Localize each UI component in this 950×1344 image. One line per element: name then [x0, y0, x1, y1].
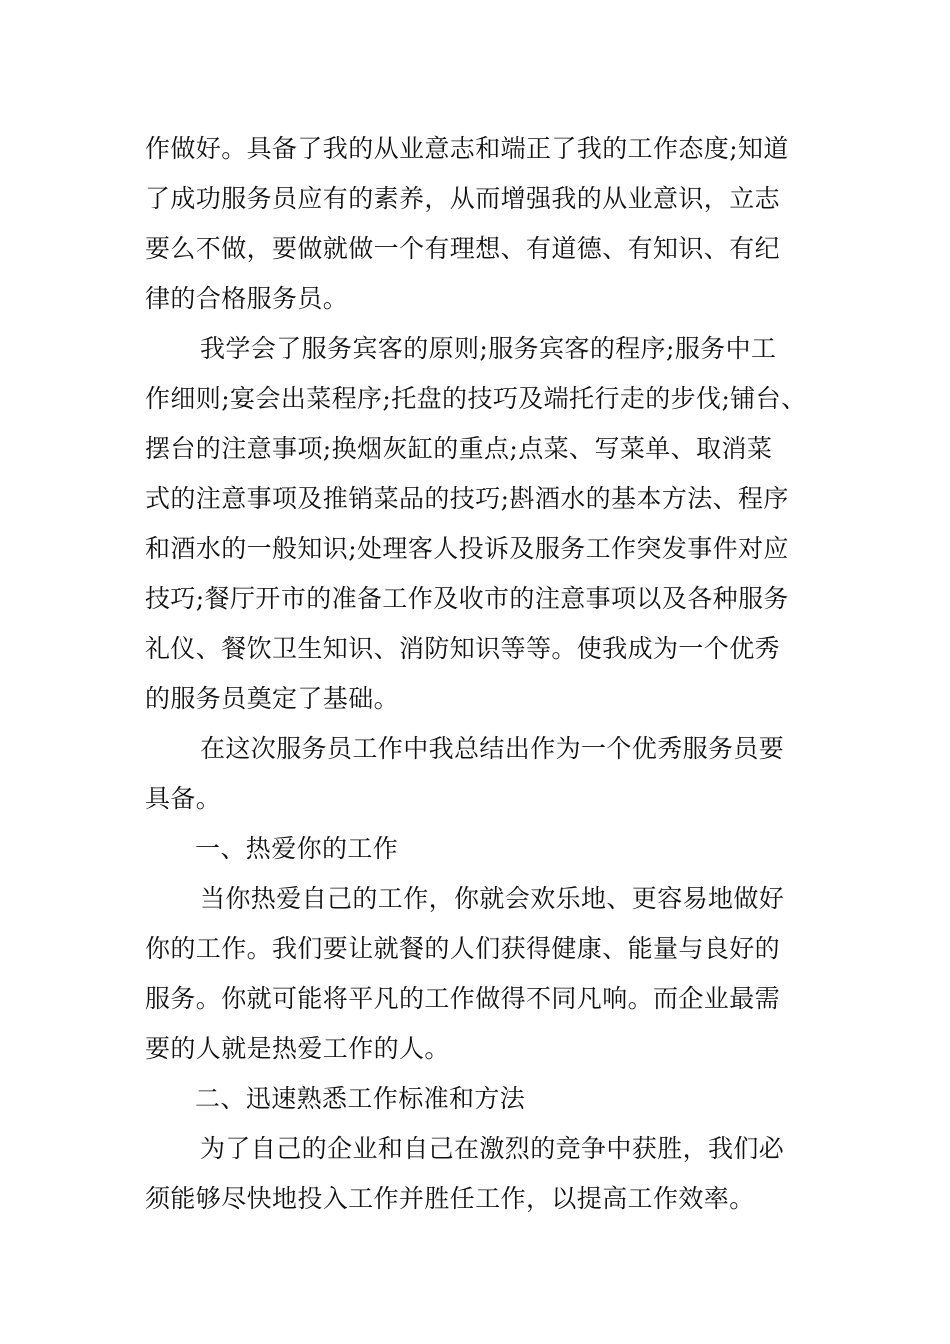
section-heading: 二、迅速熟悉工作标准和方法 [195, 1084, 526, 1113]
document-body [145, 124, 815, 1224]
paragraph-line: 在这次服务员工作中我总结出作为一个优秀服务员要 [200, 734, 785, 763]
paragraph-line: 了成功服务员应有的素养，从而增强我的从业意识，立志 [145, 184, 781, 213]
paragraph-line: 摆台的注意事项;换烟灰缸的重点;点菜、写菜单、取消菜 [145, 434, 773, 463]
paragraph-line: 作做好。具备了我的从业意志和端正了我的工作态度;知道 [145, 134, 789, 163]
paragraph-line: 和酒水的一般知识;处理客人投诉及服务工作突发事件对应 [145, 534, 789, 563]
paragraph-line: 要的人就是热爱工作的人。 [145, 1034, 450, 1063]
paragraph-line: 具备。 [145, 784, 222, 813]
paragraph-line: 当你热爱自己的工作，你就会欢乐地、更容易地做好 [200, 884, 785, 913]
paragraph-line: 的服务员奠定了基础。 [145, 684, 400, 713]
paragraph-line: 作细则;宴会出菜程序;托盘的技巧及端托行走的步伐;铺台、 [145, 384, 807, 413]
paragraph-line: 服务。你就可能将平凡的工作做得不同凡响。而企业最需 [145, 984, 781, 1013]
paragraph-line: 我学会了服务宾客的原则;服务宾客的程序;服务中工 [200, 334, 777, 363]
section-heading: 一、热爱你的工作 [195, 834, 399, 863]
paragraph-line: 技巧;餐厅开市的准备工作及收市的注意事项以及各种服务 [145, 584, 789, 613]
paragraph-line: 你的工作。我们要让就餐的人们获得健康、能量与良好的 [145, 934, 781, 963]
paragraph-line: 须能够尽快地投入工作并胜任工作，以提高工作效率。 [145, 1184, 755, 1213]
paragraph-line: 律的合格服务员。 [145, 284, 349, 313]
paragraph-line: 为了自己的企业和自己在激烈的竞争中获胜，我们必 [200, 1134, 785, 1163]
paragraph-line: 式的注意事项及推销菜品的技巧;斟酒水的基本方法、程序 [145, 484, 789, 513]
paragraph-line: 要么不做，要做就做一个有理想、有道德、有知识、有纪 [145, 234, 781, 263]
paragraph-line: 礼仪、餐饮卫生知识、消防知识等等。使我成为一个优秀 [145, 634, 781, 663]
